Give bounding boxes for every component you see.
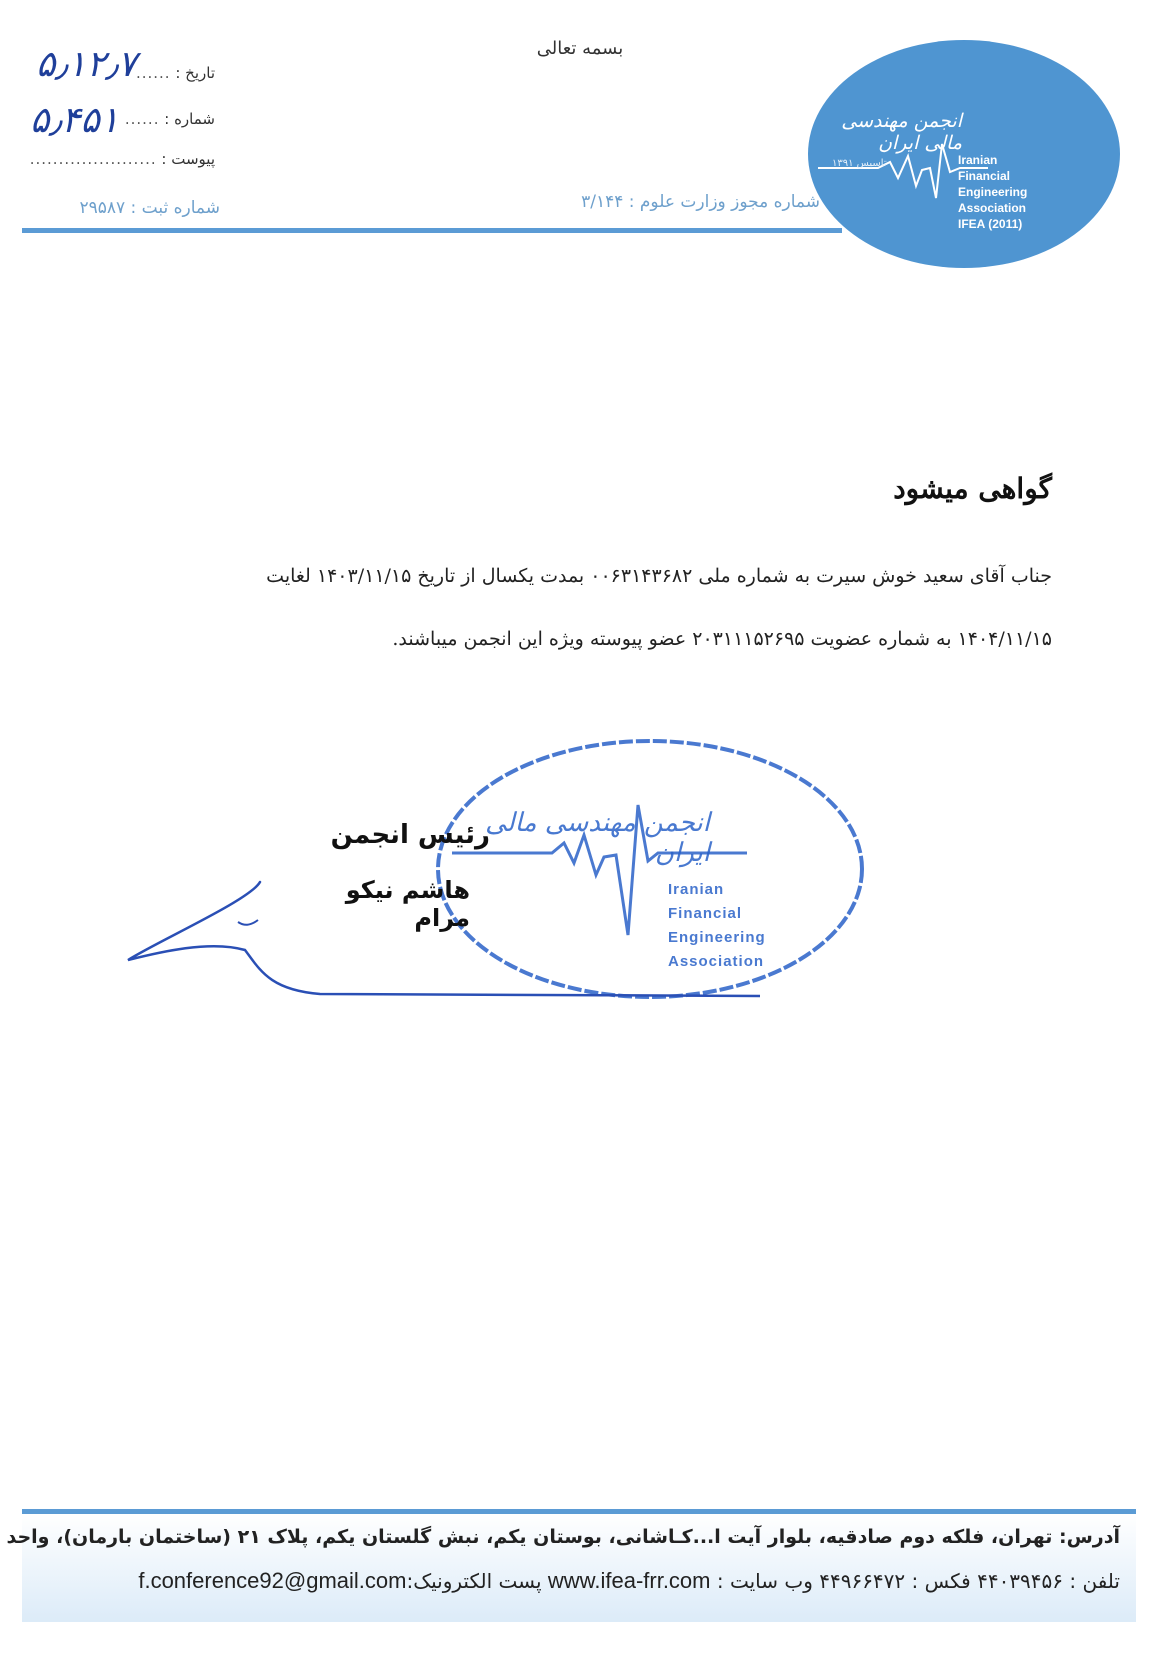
number-label: شماره : [164, 110, 215, 128]
attachment-row [29, 150, 215, 168]
certificate-line-2: ۱۴۰۴/۱۱/۱۵ به شماره عضویت ۲۰۳۱۱۱۵۲۶۹۵ عضو پیوسته ویژه این انجمن میباشند. [392, 628, 1052, 650]
footer-email[interactable]: f.conference92@gmail.com [138, 1568, 407, 1593]
stamp-persian-name: انجمن مهندسی مالی ایران [485, 808, 710, 868]
logo-established: تاسیس ۱۳۹۱ [832, 158, 887, 169]
registration-number: شماره ثبت : ۲۹۵۸۷ [79, 198, 220, 218]
association-logo [808, 40, 1120, 268]
number-handwritten: ۵٫۴۵۱ [30, 100, 120, 141]
footer-fax: فکس : ۴۴۹۶۶۴۷۲ [819, 1569, 971, 1593]
footer-email-label: پست الکترونیک: [406, 1569, 542, 1593]
ministry-permit-number: شماره مجوز وزارت علوم : ۳/۱۴۴ [581, 192, 820, 212]
logo-english-name: Iranian Financial Engineering Association IFEA (2011) [958, 153, 1028, 231]
stamp-english-name: Iranian Financial Engineering Association [668, 881, 766, 970]
attachment-blank: ...................... [29, 150, 157, 168]
footer-divider [22, 1509, 1136, 1514]
date-label: تاریخ : [175, 64, 215, 82]
certificate-title: گواهی میشود [893, 472, 1052, 505]
signer-role: رئیس انجمن [330, 820, 490, 850]
footer-address: آدرس: تهران، فلکه دوم صادقیه، بلوار آیت ا...کـاشانی، بوستان یکم، نبش گلستان یکم، پلاک ۲۱ (ساختمان بارمان)، واحد [6, 1526, 1120, 1548]
date-handwritten: ۵٫۱۲٫۷ [36, 44, 137, 85]
attachment-label: پیوست : [161, 150, 215, 168]
certificate-line-1: جناب آقای سعید خوش سیرت به شماره ملی ۰۰۶۳۱۴۳۶۸۲ بمدت یکسال از تاریخ ۱۴۰۳/۱۱/۱۵ لغایت [266, 565, 1052, 587]
header-divider [22, 228, 842, 233]
number-row: شماره : ...... [124, 110, 215, 128]
logo-persian-name: انجمن مهندسی مالی ایران [841, 110, 962, 154]
footer-phone: تلفن : ۴۴۰۳۹۴۵۶ [977, 1569, 1120, 1593]
handwritten-signature [120, 880, 760, 1030]
footer-website-label: وب سایت : [716, 1569, 813, 1593]
signer-name: هاشم نیکو مرام [345, 876, 470, 932]
footer-contact [40, 1568, 1120, 1594]
date-row: تاریخ : ...... [135, 64, 215, 82]
footer-website[interactable]: www.ifea-frr.com [547, 1568, 711, 1593]
bismillah-heading: بسمه تعالی [536, 38, 624, 59]
